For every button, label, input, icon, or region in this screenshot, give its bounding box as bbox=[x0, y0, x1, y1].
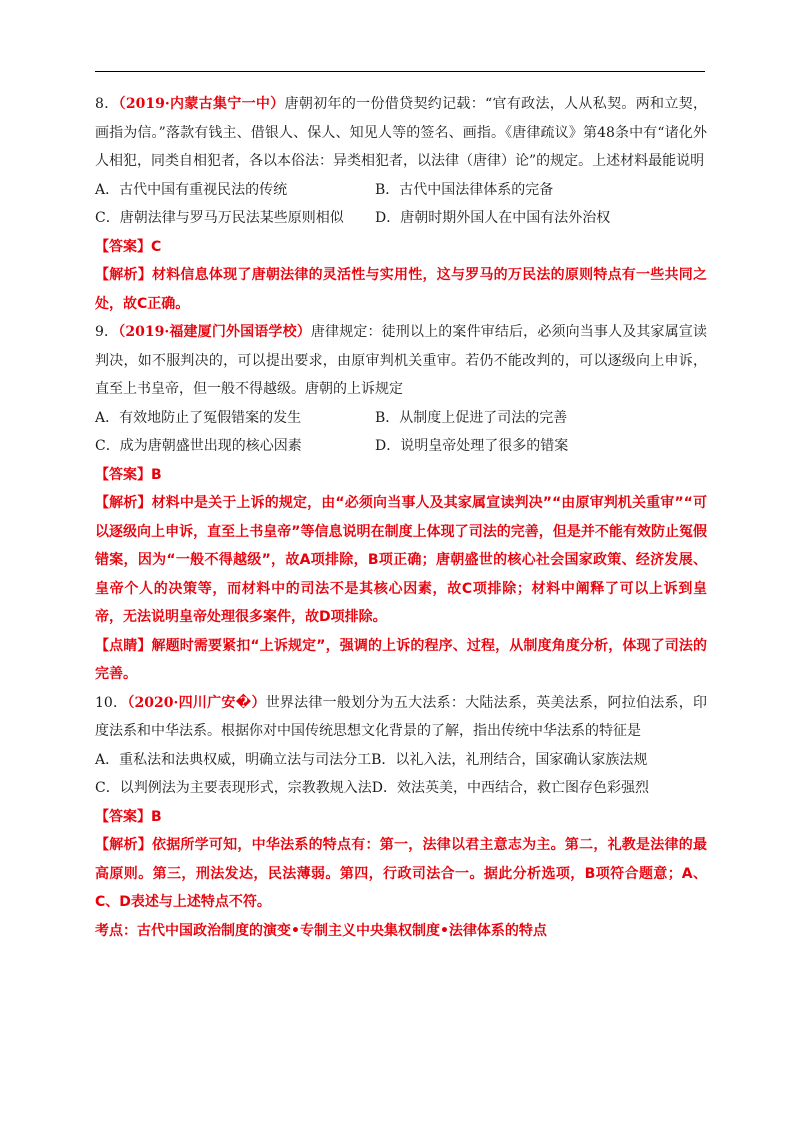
question-number: 8． bbox=[95, 96, 119, 112]
answer: 【答案】C bbox=[95, 238, 162, 255]
question-source: （2020·四川广安�） bbox=[127, 694, 266, 711]
key-point: 【点睛】解题时需要紧扣“上诉规定”，强调的上诉的程序、过程，从制度角度分析，体现了司法的完善。 bbox=[95, 637, 707, 682]
option-b: B．以礼入法，礼刑结合，国家确认家族法规 bbox=[371, 751, 648, 768]
option-a: A．重私法和法典权威，明确立法与司法分工 bbox=[95, 751, 372, 768]
option-a: A．古代中国有重视民法的传统 bbox=[95, 181, 288, 198]
answer: 【答案】B bbox=[95, 466, 162, 483]
question-9 bbox=[95, 318, 707, 689]
question-stem bbox=[95, 90, 707, 176]
option-b: B．从制度上促进了司法的完善 bbox=[375, 409, 568, 426]
analysis: 【解析】材料中是关于上诉的规定，由“必须向当事人及其家属宣读判决”“由原审判机关重审”“可以逐级向上申诉，直至上书皇帝”等信息说明在制度上体现了司法的完善，但是并不能有效防止冤假错案，因为“一般不得越级”，故A项排除，B项正确；唐朝盛世的核心社会国家政策、经济发展、皇帝个人的决策等，而材料中的司法不是其核心因素，故C项排除；材料中阐释了可以上诉到皇帝，无法说明皇帝处理很多案件，故D项排除。 bbox=[95, 495, 707, 625]
option-c: C．唐朝法律与罗马万民法某些原则相似 bbox=[95, 210, 344, 226]
question-number: 10． bbox=[95, 694, 128, 711]
question-stem bbox=[95, 318, 707, 404]
options-row bbox=[95, 204, 707, 233]
question-stem bbox=[95, 689, 707, 746]
option-d: D．说明皇帝处理了很多的错案 bbox=[375, 438, 569, 454]
question-text: 唐律规定：徒刑以上的案件审结后，必须向当事人及其家属宣读判决，如不服判决的，可以提出要求，由原审判机关重审。若仍不能改判的，可以逐级向上申诉，直至上书皇帝，但一般不得越级。唐朝的上诉规定 bbox=[95, 324, 707, 397]
option-c: C．以判例法为主要表现形式，宗教教规入法 bbox=[95, 780, 372, 796]
option-d: D．唐朝时期外国人在中国有法外治权 bbox=[375, 210, 611, 226]
answer: 【答案】B bbox=[95, 808, 162, 825]
question-source: （2019·内蒙古集宁一中） bbox=[118, 96, 285, 112]
options-row bbox=[95, 404, 707, 433]
analysis: 【解析】材料信息体现了唐朝法律的灵活性与实用性，这与罗马的万民法的原则特点有一些共同之处，故C正确。 bbox=[95, 267, 707, 312]
question-number: 9． bbox=[95, 324, 119, 340]
option-b: B．古代中国法律体系的完备 bbox=[375, 181, 554, 198]
options-row bbox=[95, 746, 707, 775]
question-10 bbox=[95, 689, 707, 946]
question-source: （2019·福建厦门外国语学校） bbox=[118, 324, 311, 340]
exam-point: 考点：古代中国政治制度的演变•专制主义中央集权制度•法律体系的特点 bbox=[95, 922, 547, 939]
options-row bbox=[95, 176, 707, 205]
question-text: 唐朝初年的一份借贷契约记载：“官有政法，人从私契。两和立契，画指为信。”落款有钱主、借银人、保人、知见人等的签名、画指。《唐律疏议》第48条中有“诸化外人相犯，同类自相犯者，各以本俗法：异类相犯者，以法律（唐律）论”的规定。上述材料最能说明 bbox=[95, 96, 707, 169]
question-text: 世界法律一般划分为五大法系：大陆法系，英美法系，阿拉伯法系，印度法系和中华法系。根据你对中国传统思想文化背景的了解，指出传统中华法系的特征是 bbox=[95, 694, 707, 739]
option-d: D．效法英美，中西结合，救亡图存色彩强烈 bbox=[371, 780, 649, 796]
analysis: 【解析】依据所学可知，中华法系的特点有：第一，法律以君主意志为主。第二，礼教是法律的最高原则。第三，刑法发达，民法薄弱。第四，行政司法合一。据此分析选项，B项符合题意；A、C、D表述与上述特点不符。 bbox=[95, 837, 707, 910]
options-row bbox=[95, 432, 707, 461]
question-8 bbox=[95, 90, 707, 318]
option-a: A．有效地防止了冤假错案的发生 bbox=[95, 409, 302, 426]
document-body bbox=[95, 90, 707, 945]
header-rule bbox=[95, 71, 705, 72]
option-c: C．成为唐朝盛世出现的核心因素 bbox=[95, 438, 302, 454]
options-row bbox=[95, 774, 707, 803]
